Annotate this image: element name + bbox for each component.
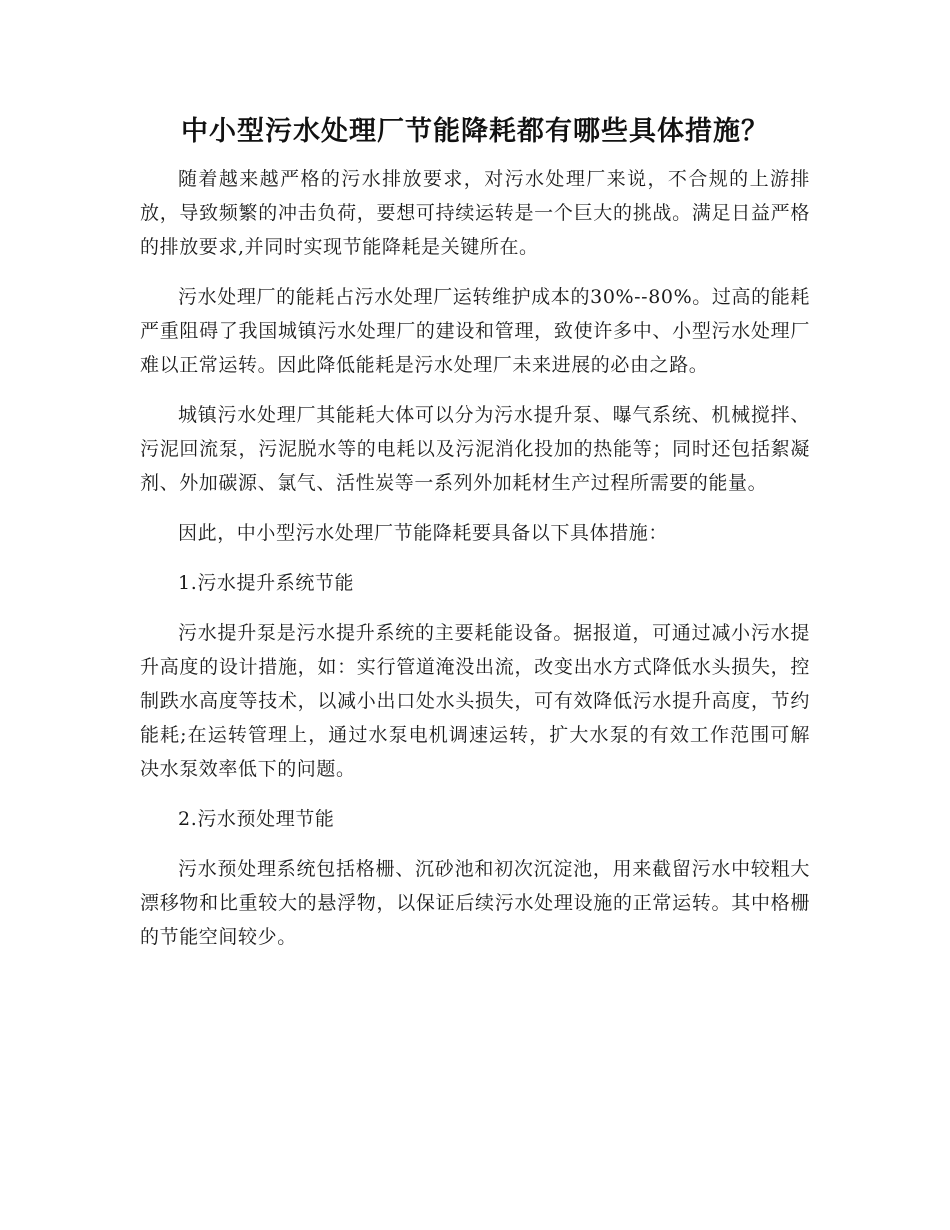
- document-title: 中小型污水处理厂节能降耗都有哪些具体措施？: [181, 116, 769, 147]
- section-heading-pretreatment: 2.污水预处理节能: [178, 808, 335, 830]
- paragraph-energy-breakdown: 城镇污水处理厂其能耗大体可以分为污水提升泵、曝气系统、机械搅拌、污泥回流泵，污泥脱水等的电耗以及污泥消化投加的热能等；同时还包括絮凝剂、外加碳源、氯气、活性炭等一系列外加耗材生产过程所需要的能量。: [140, 404, 810, 494]
- paragraph-lift-system: 污水提升泵是污水提升系统的主要耗能设备。据报道，可通过减小污水提升高度的设计措施，如：实行管道淹没出流，改变出水方式降低水头损失，控制跌水高度等技术，以减小出口处水头损失，可有效降低污水提升高度，节约能耗;在运转管理上，通过水泵电机调速运转，扩大水泵的有效工作范围可解决水泵效率低下的问题。: [140, 622, 810, 780]
- paragraph-energy-cost: 污水处理厂的能耗占污水处理厂运转维护成本的30%--80%。过高的能耗严重阻碍了我国城镇污水处理厂的建设和管理，致使许多中、小型污水处理厂难以正常运转。因此降低能耗是污水处理厂未来进展的必由之路。: [140, 286, 810, 376]
- paragraph-measures-lead: 因此，中小型污水处理厂节能降耗要具备以下具体措施：: [178, 522, 669, 544]
- paragraph-intro: 随着越来越严格的污水排放要求，对污水处理厂来说，不合规的上游排放，导致频繁的冲击负荷，要想可持续运转是一个巨大的挑战。满足日益严格的排放要求,并同时实现节能降耗是关键所在。: [140, 168, 810, 258]
- section-heading-lift-system: 1.污水提升系统节能: [178, 572, 355, 594]
- paragraph-pretreatment: 污水预处理系统包括格栅、沉砂池和初次沉淀池，用来截留污水中较粗大漂移物和比重较大的悬浮物，以保证后续污水处理设施的正常运转。其中格栅的节能空间较少。: [140, 858, 810, 948]
